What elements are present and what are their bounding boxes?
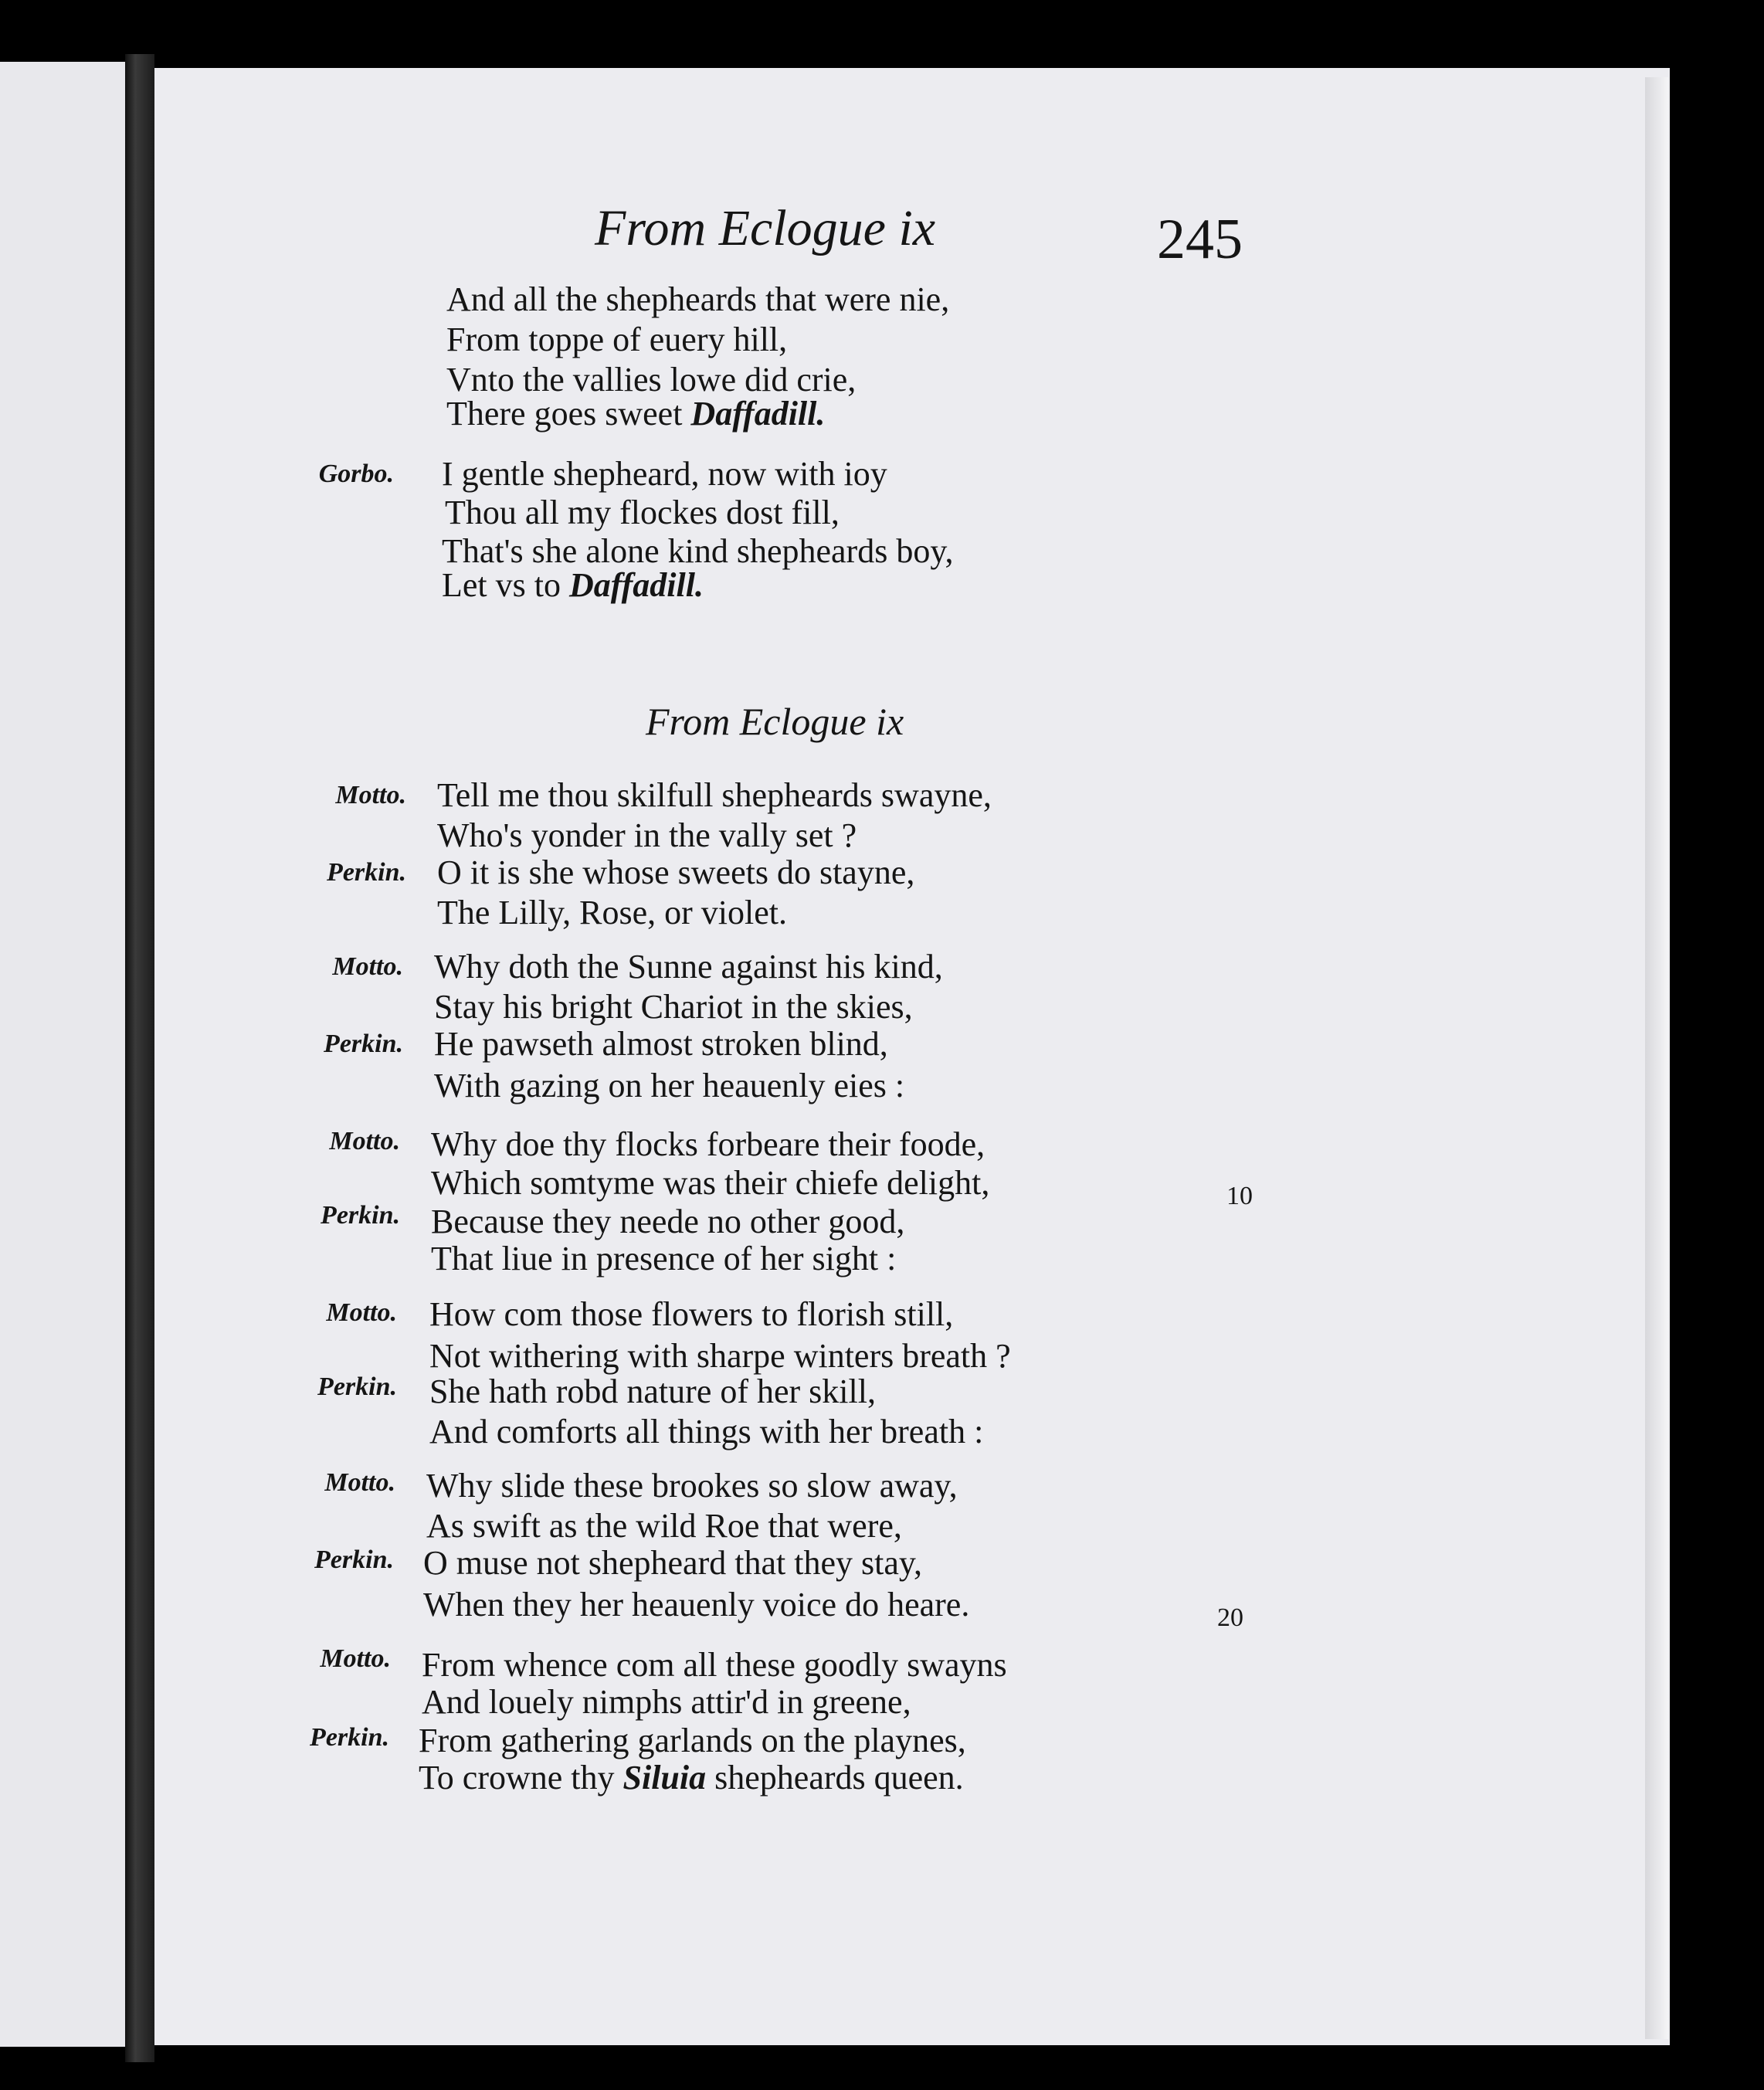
- verse-line: From gathering garlands on the playnes,: [419, 1722, 966, 1759]
- verse-line: Why slide these brookes so slow away,: [426, 1467, 958, 1505]
- speaker-label: Motto.: [324, 1468, 395, 1497]
- verse-line: She hath robd nature of her skill,: [429, 1372, 876, 1410]
- speaker-label: Perkin.: [321, 1201, 400, 1230]
- page-edge: [1645, 77, 1668, 2039]
- verse-line: That liue in presence of her sight :: [431, 1240, 897, 1277]
- verse-line: [442, 565, 704, 606]
- verse-line: From toppe of euery hill,: [446, 321, 788, 358]
- speaker-label: Perkin.: [310, 1723, 389, 1752]
- speaker-label: Perkin.: [324, 1030, 403, 1058]
- verse-line: Why doth the Sunne against his kind,: [434, 948, 943, 986]
- verse-text: There goes sweet: [446, 395, 691, 433]
- verse-line: Tell me thou skilfull shepheards swayne,: [437, 776, 992, 814]
- verse-text: Let vs to: [442, 566, 569, 604]
- verse-line: O muse not shepheard that they stay,: [423, 1544, 922, 1582]
- verse-line: From whence com all these goodly swayns: [422, 1646, 1007, 1684]
- line-number: 20: [1217, 1603, 1243, 1632]
- verse-line: The Lilly, Rose, or violet.: [437, 894, 787, 931]
- verse-line: That's she alone kind shepheards boy,: [442, 532, 954, 570]
- speaker-label: Motto.: [320, 1644, 391, 1673]
- line-number: 10: [1226, 1182, 1253, 1210]
- speaker-label: Motto.: [332, 952, 403, 981]
- verse-text: To crowne thy: [419, 1759, 623, 1797]
- verse-line: And louely nimphs attir'd in greene,: [422, 1683, 911, 1721]
- verse-line: When they her heauenly voice do heare.: [423, 1586, 970, 1623]
- verse-line: Who's yonder in the vally set ?: [437, 816, 857, 854]
- book-gutter: [125, 54, 154, 2062]
- speaker-label: Motto.: [326, 1298, 397, 1327]
- verse-line: Not withering with sharpe winters breath ?: [429, 1337, 1011, 1375]
- verse-line: And all the shepheards that were nie,: [446, 280, 950, 318]
- section-title: From Eclogue ix: [646, 700, 904, 743]
- verse-line: O it is she whose sweets do stayne,: [437, 853, 915, 891]
- speaker-label: Motto.: [335, 781, 406, 809]
- verse-line: As swift as the wild Roe that were,: [426, 1507, 902, 1545]
- italic-name: Siluia: [622, 1759, 707, 1797]
- italic-name: Daffadill.: [568, 566, 704, 604]
- verse-line: Stay his bright Chariot in the skies,: [434, 988, 913, 1026]
- verse-line: Because they neede no other good,: [431, 1203, 905, 1240]
- verse-line: How com those flowers to florish still,: [429, 1295, 954, 1333]
- speaker-label: Perkin.: [317, 1372, 397, 1401]
- facing-page-edge: [0, 62, 125, 2047]
- speaker-label: Perkin.: [327, 858, 406, 887]
- verse-line: Which somtyme was their chiefe delight,: [431, 1164, 990, 1202]
- running-head: From Eclogue ix: [595, 200, 936, 256]
- verse-line: Why doe thy flocks forbeare their foode,: [431, 1125, 985, 1163]
- verse-line: With gazing on her heauenly eies :: [434, 1067, 905, 1104]
- speaker-label: Gorbo.: [318, 460, 394, 488]
- verse-line: And comforts all things with her breath :: [429, 1413, 984, 1450]
- verse-line: [419, 1758, 964, 1798]
- verse-text: shepheards queen.: [706, 1759, 964, 1797]
- verse-line: I gentle shepheard, now with ioy: [442, 455, 887, 493]
- verse-line: He pawseth almost stroken blind,: [434, 1025, 888, 1063]
- page-number: 245: [1157, 208, 1243, 271]
- verse-line: Thou all my flockes dost fill,: [445, 494, 840, 531]
- speaker-label: Motto.: [329, 1127, 400, 1155]
- speaker-label: Perkin.: [314, 1545, 394, 1574]
- italic-name: Daffadill.: [690, 395, 826, 433]
- verse-line: [446, 394, 825, 434]
- verse-line: Vnto the vallies lowe did crie,: [446, 361, 857, 399]
